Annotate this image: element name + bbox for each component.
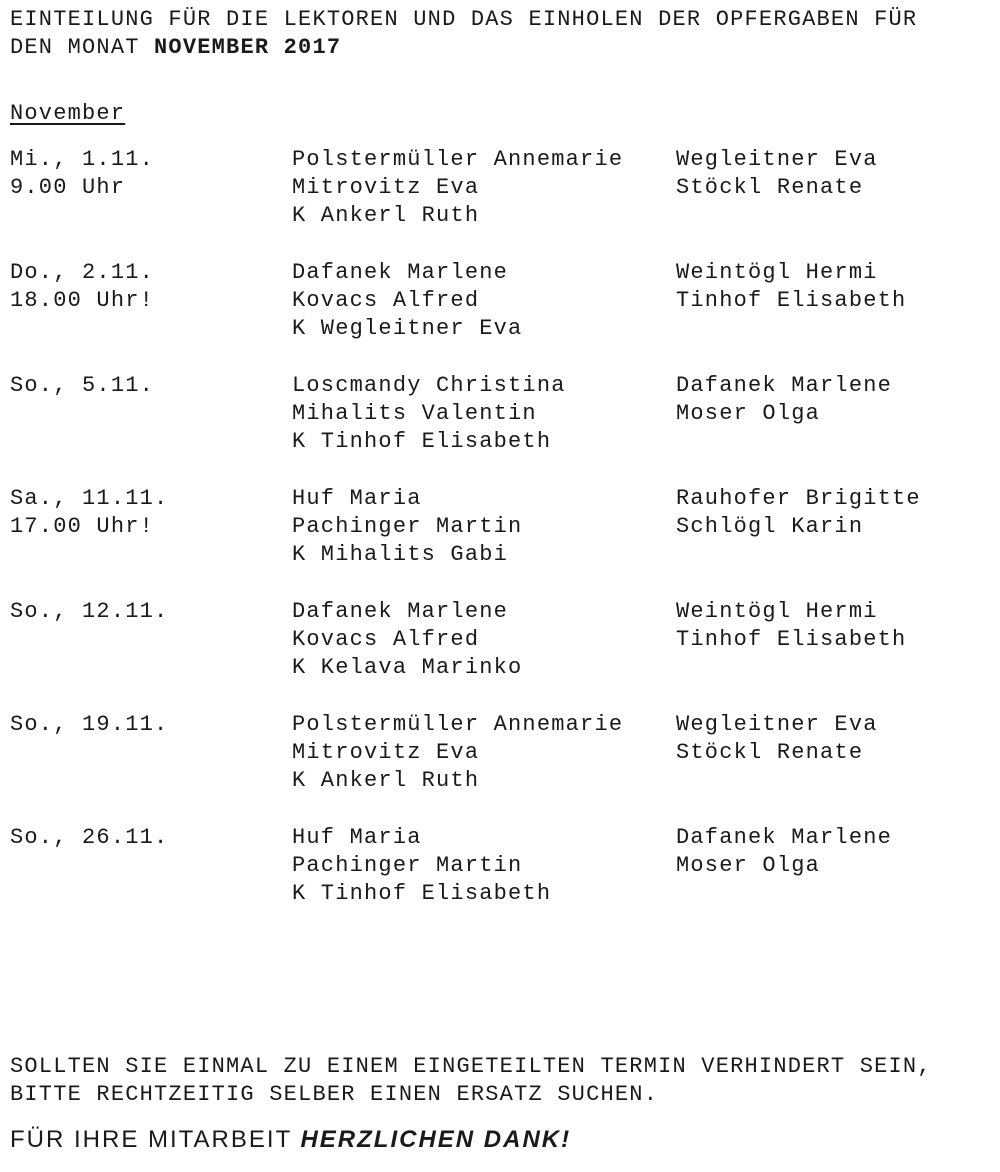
month-heading	[10, 100, 990, 128]
schedule-entry	[10, 372, 990, 457]
entry-opfergaben-column	[676, 598, 906, 654]
schedule-entry	[10, 711, 990, 796]
schedule-entry	[10, 146, 990, 231]
entry-opfer-2: Schlögl Karin	[676, 514, 864, 539]
entry-kommentator: K Ankerl Ruth	[292, 768, 480, 793]
entry-kommentator: K Kelava Marinko	[292, 655, 523, 680]
schedule-list	[10, 146, 990, 909]
entry-time: 9.00 Uhr	[10, 175, 126, 200]
title-line-2-prefix: DEN MONAT	[10, 35, 155, 60]
entry-lektoren-column	[292, 598, 522, 682]
footer-section	[10, 1053, 990, 1155]
entry-kommentator: K Tinhof Elisabeth	[292, 881, 552, 906]
entry-lektoren-column	[292, 372, 566, 456]
entry-date-column	[10, 372, 154, 428]
entry-opfer-1: Weintögl Hermi	[676, 260, 878, 285]
document-page	[10, 6, 990, 937]
entry-kommentator: K Mihalits Gabi	[292, 542, 509, 567]
entry-time	[10, 400, 154, 428]
entry-lektor-1: Polstermüller Annemarie	[292, 712, 624, 737]
entry-kommentator: K Wegleitner Eva	[292, 316, 523, 341]
entry-time	[10, 626, 168, 654]
title-line-1: EINTEILUNG FÜR DIE LEKTOREN UND DAS EINHOLEN DER OPFERGABEN FÜR	[10, 7, 918, 32]
document-title	[10, 6, 990, 62]
entry-opfergaben-column	[676, 824, 892, 880]
schedule-entry	[10, 485, 990, 570]
entry-lektor-2: Kovacs Alfred	[292, 288, 480, 313]
entry-opfer-2: Moser Olga	[676, 853, 821, 878]
entry-date: So., 19.11.	[10, 712, 169, 737]
thanks-prefix: FÜR IHRE MITARBEIT	[10, 1126, 301, 1153]
entry-opfergaben-column	[676, 372, 892, 428]
entry-lektor-1: Dafanek Marlene	[292, 260, 509, 285]
entry-lektor-1: Polstermüller Annemarie	[292, 147, 624, 172]
entry-time	[10, 739, 168, 767]
entry-lektor-1: Loscmandy Christina	[292, 373, 566, 398]
entry-opfer-2: Stöckl Renate	[676, 175, 864, 200]
entry-lektor-1: Dafanek Marlene	[292, 599, 509, 624]
entry-lektoren-column	[292, 824, 551, 908]
entry-lektoren-column	[292, 146, 623, 230]
entry-date-column	[10, 259, 154, 315]
entry-opfer-1: Dafanek Marlene	[676, 825, 893, 850]
schedule-entry	[10, 824, 990, 909]
entry-date: So., 26.11.	[10, 825, 169, 850]
entry-date: Do., 2.11.	[10, 260, 155, 285]
entry-opfergaben-column	[676, 259, 906, 315]
entry-time: 17.00 Uhr!	[10, 514, 155, 539]
entry-lektor-2: Mitrovitz Eva	[292, 175, 480, 200]
month-heading-text: November	[10, 101, 126, 126]
entry-opfergaben-column	[676, 711, 878, 767]
entry-lektoren-column	[292, 711, 623, 795]
entry-time: 18.00 Uhr!	[10, 288, 155, 313]
schedule-entry	[10, 598, 990, 683]
entry-opfer-2: Tinhof Elisabeth	[676, 627, 907, 652]
notice-line-2: BITTE RECHTZEITIG SELBER EINEN ERSATZ SUCHEN.	[10, 1082, 659, 1107]
entry-date: So., 5.11.	[10, 373, 155, 398]
entry-kommentator: K Tinhof Elisabeth	[292, 429, 552, 454]
entry-opfer-1: Weintögl Hermi	[676, 599, 878, 624]
entry-opfergaben-column	[676, 485, 921, 541]
entry-opfer-2: Stöckl Renate	[676, 740, 864, 765]
thanks-line	[10, 1125, 990, 1155]
entry-lektor-2: Mitrovitz Eva	[292, 740, 480, 765]
entry-opfer-2: Tinhof Elisabeth	[676, 288, 907, 313]
entry-lektoren-column	[292, 259, 522, 343]
entry-date: So., 12.11.	[10, 599, 169, 624]
entry-date: Mi., 1.11.	[10, 147, 155, 172]
entry-time	[10, 852, 168, 880]
entry-lektor-2: Mihalits Valentin	[292, 401, 537, 426]
entry-lektor-2: Pachinger Martin	[292, 514, 523, 539]
entry-opfer-1: Rauhofer Brigitte	[676, 486, 921, 511]
entry-opfer-1: Wegleitner Eva	[676, 147, 878, 172]
entry-date-column	[10, 146, 154, 202]
title-month-year: NOVEMBER 2017	[154, 35, 342, 60]
entry-date-column	[10, 598, 168, 654]
entry-lektor-1: Huf Maria	[292, 825, 422, 850]
entry-lektoren-column	[292, 485, 522, 569]
entry-date: Sa., 11.11.	[10, 486, 169, 511]
entry-opfer-2: Moser Olga	[676, 401, 821, 426]
entry-lektor-2: Kovacs Alfred	[292, 627, 480, 652]
schedule-entry	[10, 259, 990, 344]
entry-opfer-1: Dafanek Marlene	[676, 373, 893, 398]
entry-opfergaben-column	[676, 146, 878, 202]
notice-line-1: SOLLTEN SIE EINMAL ZU EINEM EINGETEILTEN TERMIN VERHINDERT SEIN,	[10, 1054, 932, 1079]
entry-date-column	[10, 485, 168, 541]
entry-opfer-1: Wegleitner Eva	[676, 712, 878, 737]
entry-kommentator: K Ankerl Ruth	[292, 203, 480, 228]
entry-lektor-2: Pachinger Martin	[292, 853, 523, 878]
entry-lektor-1: Huf Maria	[292, 486, 422, 511]
entry-date-column	[10, 711, 168, 767]
entry-date-column	[10, 824, 168, 880]
thanks-emphasis: HERZLICHEN DANK!	[300, 1126, 572, 1153]
title-line-2	[10, 34, 990, 62]
